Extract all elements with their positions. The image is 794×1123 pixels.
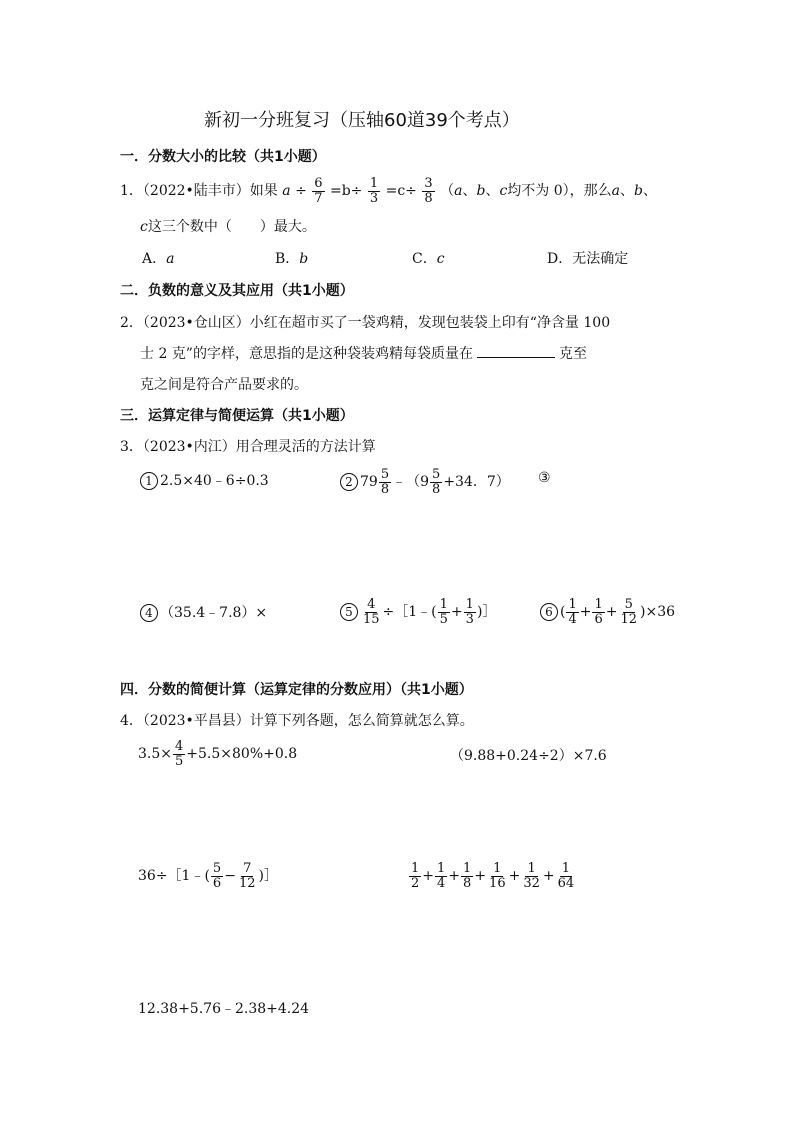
q1-eq-c: =c÷ [385,183,417,200]
q4-expr-3: 36÷［1﹣( $\frac{5}{6}$ − $\frac{7}{12}$ )］ [138,861,278,891]
question-3-stem: 3．（2023•内江）用合理灵活的方法计算 [120,439,376,455]
q2-line2-text: 士 2 克”的字样，意思指的是这种袋装鸡精每袋质量在 [140,346,473,362]
section-heading-3: 三．运算定律与简便运算（共1小题） [120,408,354,424]
section-heading-2: 二．负数的意义及其应用（共1小题） [120,283,354,299]
q1-fraction-1: $\frac{6}{7}$ [314,176,323,206]
q1-tail-sep: 、 [642,183,657,200]
q1-tail: （ [440,183,455,200]
question-2-line-1: 2．（2023•仓山区）小红在超市买了一袋鸡精，发现包装袋上印有“净含量 100 [120,315,611,331]
q1-line2-c: c [140,219,148,235]
section-heading-1: 一．分数大小的比较（共1小题） [120,149,326,165]
q3-item-1 [140,470,269,490]
question-2-line-2 [140,343,587,363]
circled-number-4: 4 [140,604,158,622]
q1-tail-a2: a [611,183,620,200]
question-2-line-3: 克之间是符合产品要求的。 [140,377,308,393]
q3-item-2: 2 79 $\frac{5}{8}$ ﹣（9 $\frac{5}{8}$ +34．7） [340,468,510,496]
q1-divide: ÷ [295,183,307,200]
q3-item-5: 5 $\frac{4}{15}$ ÷［1﹣( $\frac{1}{5}$ + $\frac{1}{3}$ )］ [340,598,496,626]
q4-expr-5: 12.38+5.76﹣2.38+4.24 [138,1001,310,1017]
q1-tail-b2: b [634,183,643,200]
q3-item-3: ③ [538,470,551,486]
q1-option-b[interactable]: B．b [275,251,309,267]
q1-option-c[interactable]: C．c [412,251,445,267]
q1-line2-text: 这三个数中（ ）最大。 [147,219,316,235]
q1-tail-a: a [454,183,463,200]
answer-blank[interactable] [477,345,555,358]
q3-expr-1: 2.5×40﹣6÷0.3 [160,473,269,489]
q1-option-d[interactable]: D．无法确定 [547,251,629,267]
q1-fraction-3: $\frac{3}{8}$ [424,176,433,206]
q1-tail-b: b [476,183,486,200]
q1-tail-c: c [499,183,508,200]
q1-eq-b: =b÷ [329,183,363,200]
q1-tail-sep: 、 [485,183,500,200]
q1-tail-text: 均不为 0），那么 [507,183,612,200]
question-1-line-1 [120,177,657,205]
q4-expr-2: （9.88+0.24÷2）×7.6 [450,748,607,764]
q1-tail-sep: 、 [620,183,634,200]
circled-number-1: 1 [140,472,158,490]
question-4-stem: 4．（2023•平昌县）计算下列各题，怎么简算就怎么算。 [120,713,474,729]
page-title: 新初一分班复习（压轴60道39个考点） [204,110,520,131]
circled-number-2: 2 [340,473,358,491]
q1-tail-sep: 、 [462,183,477,200]
section-heading-4: 四．分数的简便计算（运算定律的分数应用）（共1小题） [120,682,473,698]
circled-number-6: 6 [540,603,558,621]
question-1-line-2 [140,216,316,236]
q1-fraction-2: $\frac{1}{3}$ [369,176,379,206]
q1-prefix: 1．（2022•陆丰市）如果 [120,183,278,200]
q1-option-a[interactable]: A．a [142,251,175,267]
q1-var-a: a [282,183,291,200]
circled-number-5: 5 [340,603,358,621]
q3-expr-4: （35.4﹣7.8）× [160,605,268,621]
q3-item-6: 6 ( $\frac{1}{4}$ + $\frac{1}{6}$ + $\frac{5}{12}$ )×36 [540,598,675,626]
q3-item-4 [140,602,267,622]
q4-expr-1: 3.5× $\frac{4}{5}$ +5.5×80%+0.8 [138,739,298,769]
q2-line2-end: 克至 [558,346,587,362]
q4-expr-4: $\frac{1}{2}$ + $\frac{1}{4}$ + $\frac{1}{8}$ + $\frac{1}{16}$ + $\frac{1}{32}$ + $\frac{1}{64}$ [411,861,575,891]
